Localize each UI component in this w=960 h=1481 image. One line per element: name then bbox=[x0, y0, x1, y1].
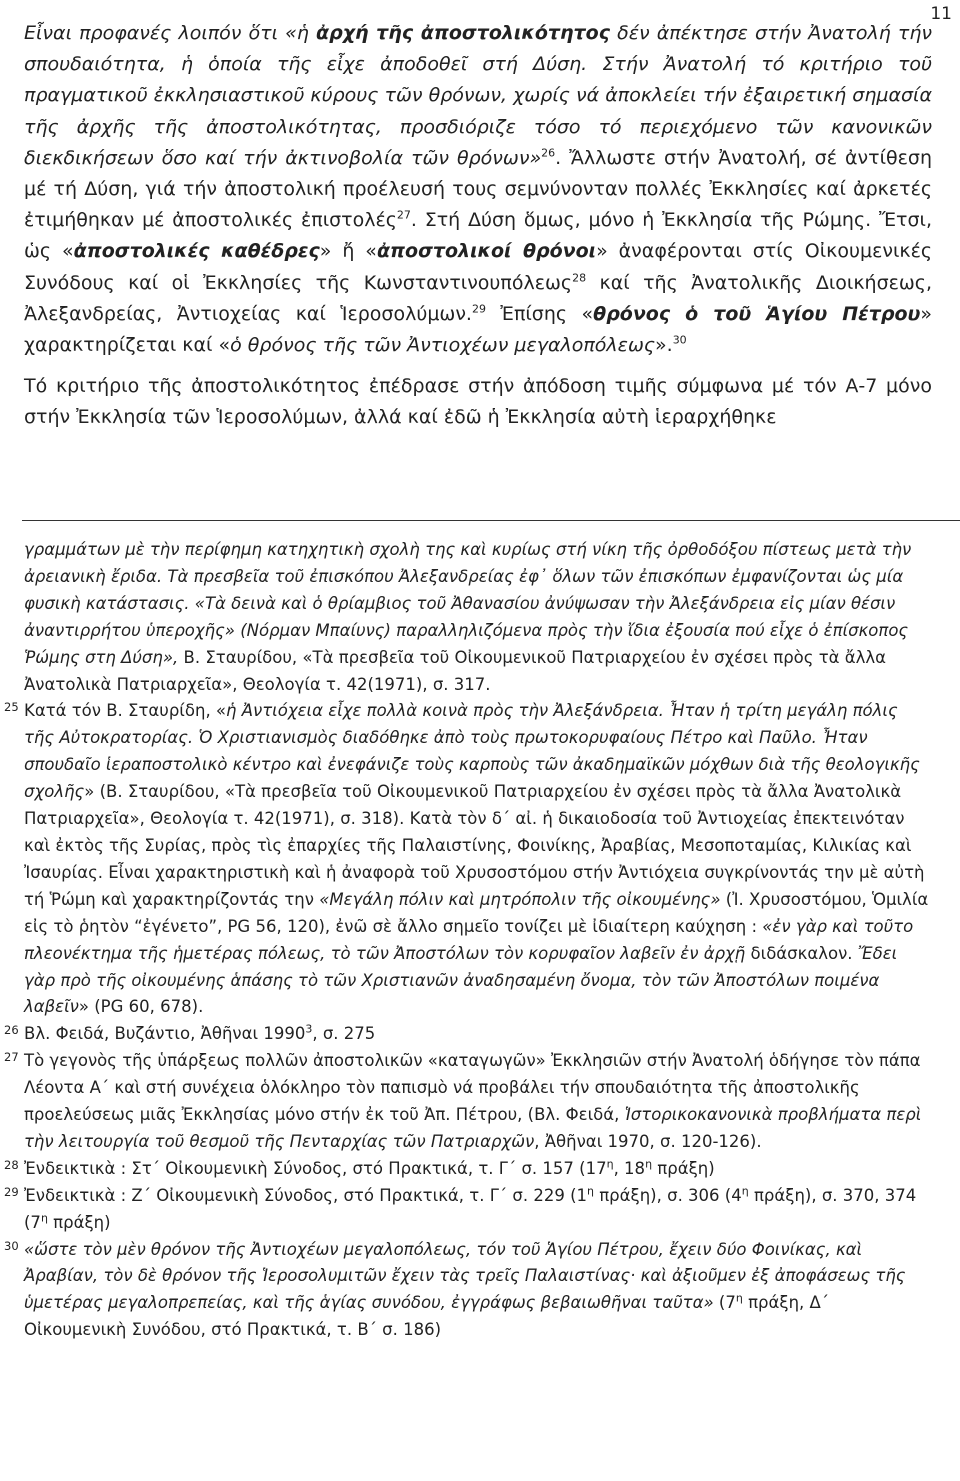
text-span: ». bbox=[655, 334, 673, 357]
text-span: (Ἰ. Χρυσοστόμου, Ὁμιλία εἰς τὸ ῥητὸν “ἐγένετο”, PG 56, 120), ἐνῶ σὲ ἄλλο σημεῖο τονίζει μὲ ἰδιαίτερη καύχηση : bbox=[24, 889, 929, 936]
text-span: ὁ θρόνος τῆς τῶν Ἀντιοχέων μεγαλοπόλεως bbox=[230, 334, 656, 357]
footnote-ref-28[interactable]: 28 bbox=[572, 271, 587, 285]
text-span: «ἐν γὰρ καὶ τοῦτο πλεονέκτημα τῆς ἡμετέρας πόλεως, τὸ τῶν Ἀποστόλων τὸν κορυφαῖον λαβεῖν ἐν ἀρχῇ bbox=[24, 916, 914, 963]
text-span: , σ. 275 bbox=[312, 1024, 376, 1044]
text-span: Ἐνδεικτικὰ : Ζ΄ Οἰκουμενικὴ Σύνοδος, στό Πρακτικά, τ. Γ΄ σ. 229 (1 bbox=[24, 1185, 588, 1205]
text-span: . Ἄλλωστε στήν Ἀνατολή, σέ ἀντίθεση μέ τή Δύση, γιά τήν ἀποστολική προέλευσή τους σεμνύνονταν πολλές Ἐκκλησίες καί ἀρκετές ἐτιμήθηκαν μέ ἀποστολικές ἐπιστολές bbox=[24, 146, 932, 232]
superscript: η bbox=[587, 1184, 594, 1198]
text-span: (7 bbox=[713, 1293, 736, 1313]
text-span: θρόνος ὁ τοῦ Ἁγίου Πέτρου bbox=[593, 302, 921, 325]
main-text bbox=[24, 18, 932, 434]
text-span: γραμμάτων μὲ τὴν περίφημη κατηχητικὴ σχολὴ της καὶ κυρίως στή νίκη τῆς ὀρθοδόξου πίστεως μετὰ τὴν ἀρειανικὴ ἔριδα. Τὰ πρεσβεῖα τοῦ ἐπισκόπου Ἀλεξανδρείας ἐφ᾽ ὅλων τῶν ἐπισκόπων ἐμφανίζονται ὡς μία φυσικὴ κατάστασις. «Τὰ δεινὰ καὶ ὁ θρίαμβιος τοῦ Ἀθανασίου ἀνύψωσαν τὴν Ἀλεξάνδρεια εἰς μίαν θέσιν ἀναντιρρήτου ὑπεροχῆς» (Νόρμαν Μπαίυνς) παραλληλιζόμενα πρὸς τὴν ἴδια ἐξουσία πού εἶχε ὁ ἐπίσκοπος Ῥώμης στη Δύση», bbox=[24, 540, 912, 667]
superscript: η bbox=[735, 1291, 743, 1305]
text-span: Τὸ γεγονὸς τῆς ὑπάρξεως πολλῶν ἀποστολικῶν «καταγωγῶν» Ἐκκλησιῶν στήν Ἀνατολή ὁδήγησε τὸν πάπα Λέοντα Α΄ καὶ στή συνέχεια ὁλόκληρο τὸν παπισμὸ νά προβάλει τήν σπουδαιότητα τῆς ἀποστολικῆς προελεύσεως μιᾶς Ἐκκλησίας μόνο στήν ἐκ τοῦ Ἀπ. Πέτρου, (Βλ. Φειδά, bbox=[24, 1051, 921, 1125]
text-span: πράξη), σ. 306 (4 bbox=[594, 1185, 742, 1205]
text-span: Κατά τόν Β. Σταυρίδη, « bbox=[24, 701, 227, 721]
text-span: Ἔδει γὰρ πρὸ τῆς οἰκουμένης ἁπάσης τὸ τῶν Χριστιανῶν ἀναδησαμένη ὄνομα, τὸν τῶν Ἀποστόλων ποιμένα λαβεῖν bbox=[24, 943, 898, 1017]
text-span: διδάσκαλον. bbox=[745, 943, 858, 963]
text-span: Εἶναι προφανές λοιπόν ὅτι «ἡ bbox=[24, 22, 317, 44]
text-span: ἀποστολικοί θρόνοι bbox=[376, 240, 597, 263]
text-span: » ἤ « bbox=[319, 240, 377, 263]
superscript: η bbox=[645, 1157, 653, 1171]
text-span: «ὥστε τὸν μὲν θρόνον τῆς Ἀντιοχέων μεγαλοπόλεως, τόν τοῦ Ἁγίου Πέτρου, ἔχειν δύο Φοινίκας, καὶ Ἀραβίαν, τὸν δὲ θρόνον τῆς Ἱεροσολυμιτῶν ἔχειν τὰς τρεῖς Παλαιστίνας· καὶ ἀξιοῦμεν ἐξ ἀποφάσεως τῆς ὑμετέρας μεγαλοπρεπείας, καὶ τῆς ἁγίας συνόδου, ἐγγράφως βεβαιωθῆναι ταῦτα» bbox=[24, 1239, 906, 1313]
text-span: Β. Σταυρίδου, «Τὰ πρεσβεῖα τοῦ Οἰκουμενικοῦ Πατριαρχείου ἐν σχέσει πρὸς τὰ ἄλλα Ἀνατολικὰ Πατριαρχεῖα», Θεολογία τ. 42(1971), σ. 317. bbox=[24, 647, 887, 694]
footnote-26 bbox=[4, 1021, 932, 1048]
text-span: Ἐπίσης « bbox=[485, 302, 594, 325]
page-number: 11 bbox=[930, 4, 952, 24]
footnote-30 bbox=[4, 1237, 932, 1345]
text-span: Ἱστορικοκανονικὰ προβλήματα περὶ τὴν λειτουργία τοῦ θεσμοῦ τῆς Πενταρχίας τῶν Πατριαρχῶν bbox=[24, 1105, 922, 1151]
footnote-number: 26 bbox=[4, 1023, 19, 1038]
footnote-number: 30 bbox=[4, 1238, 19, 1253]
footnote-number: 28 bbox=[4, 1157, 19, 1172]
text-span: » ἀναφέρονται στίς Οἰκουμενικές Συνόδους καί οἱ Ἐκκλησίες τῆς Κωνσταντινουπόλεως bbox=[24, 240, 933, 294]
text-span: πράξη, Δ΄ Οἰκουμενικὴ Συνόδου, στό Πρακτικά, τ. Β΄ σ. 186) bbox=[24, 1293, 830, 1340]
text-span: Ἐνδεικτικὰ : Στ΄ Οἰκουμενικὴ Σύνοδος, στό Πρακτικά, τ. Γ΄ σ. 157 (17 bbox=[24, 1158, 607, 1178]
footnote-28 bbox=[4, 1156, 932, 1183]
text-span: » (PG 60, 678). bbox=[78, 997, 204, 1017]
text-span: , 18 bbox=[613, 1158, 646, 1178]
paragraph-2: Τό κριτήριο τῆς ἀποστολικότητος ἐπέδρασε στήν ἀπόδοση τιμῆς σύμφωνα μέ τόν Α-7 μόνο στήν Ἐκκλησία τῶν Ἱεροσολύμων, ἀλλά καί ἐδῶ ἡ Ἐκκλησία αὐτὴ ἱεραρχήθηκε bbox=[24, 375, 932, 429]
footnote-ref-30[interactable]: 30 bbox=[672, 333, 687, 347]
superscript: η bbox=[741, 1184, 749, 1198]
paragraph-1 bbox=[24, 18, 932, 361]
footnotes bbox=[4, 537, 932, 1344]
text-span: » (Β. Σταυρίδου, «Τὰ πρεσβεῖα τοῦ Οἰκουμενικοῦ Πατριαρχείου ἐν σχέσει πρὸς τὰ ἄλλα Ἀνατολικὰ Πατριαρχεῖα», Θεολογία τ. 42(1971), σ. 318). Κατὰ τὸν δ΄ αἰ. ἡ δικαιοδοσία τοῦ Ἀντιοχείας ἐπεκτεινόταν καὶ ἐκτὸς τῆς Συρίας, πρὸς τὶς ἐπαρχίες τῆς Παλαιστίνης, Φοινίκης, Ἀραβίας, Μεσοποταμίας, Κιλικίας καὶ Ἰσαυρίας. Εἶναι χαρακτηριστικὴ καὶ ἡ ἀναφορὰ τοῦ Χρυσοστόμου στήν Ἀντιόχεια συγκρίνοντάς την μὲ αὐτὴ τή Ῥώμη καὶ χαρακτηρίζοντάς την bbox=[24, 782, 925, 909]
footnote-ref-26[interactable]: 26 bbox=[541, 146, 556, 160]
text-span: «Μεγάλη πόλιν καὶ μητρόπολιν τῆς οἰκουμένης» bbox=[319, 889, 721, 909]
footnote-continued bbox=[4, 537, 932, 698]
text-span: ἀρχή τῆς ἀποστολικότητος bbox=[316, 22, 610, 44]
superscript: η bbox=[40, 1211, 48, 1225]
text-span: πράξη) bbox=[652, 1158, 715, 1178]
footnote-29 bbox=[4, 1183, 932, 1237]
text-span: καί τῆς Ἀνατολικῆς Διοικήσεως, Ἀλεξανδρείας, Ἀντιοχείας καί Ἱεροσολύμων. bbox=[24, 271, 933, 325]
footnote-number: 25 bbox=[4, 700, 19, 715]
text-span: πράξη), σ. 370, 374 (7 bbox=[24, 1185, 917, 1232]
footnote-27 bbox=[4, 1048, 932, 1156]
footnote-separator bbox=[22, 520, 960, 521]
text-span: ἡ Ἀντιόχεια εἶχε πολλὰ κοινὰ πρὸς τὴν Ἀλεξάνδρεια. Ἦταν ἡ τρίτη μεγάλη πόλις τῆς Αὐτοκρατορίας. Ὁ Χριστιανισμὸς διαδόθηκε ἀπὸ τοὺς πρωτοκορυφαίους Πέτρο καὶ Παῦλο. Ἦταν σπουδαῖο ἱεραποστολικὸ κέντρο καὶ ἐνεφάνιζε τοὺς καρποὺς τῶν ἀκαδημαϊκῶν μόχθων διὰ τῆς θεολογικῆς σχολῆς bbox=[24, 701, 920, 802]
footnote-25 bbox=[4, 698, 932, 1021]
text-span: δέν ἀπέκτησε στήν Ἀνατολή τήν σπουδαιότητα, ἡ ὁποία τῆς εἶχε ἀποδοθεῖ στή Δύση. Στήν Ἀνατολή τό κριτήριο τοῦ πραγματικοῦ ἐκκλησιαστικοῦ κύρους τῶν θρόνων, χωρίς νά ἀποκλείει τήν ἐξαιρετική σημασία τῆς ἀρχῆς τῆς ἀποστολικότητας, προσδιόριζε τόσο τό περιεχόμενο τῶν κανονικῶν διεκδικήσεων ὅσο καί τήν ἀκτινοβολία τῶν θρόνων» bbox=[24, 22, 932, 169]
footnote-ref-29[interactable]: 29 bbox=[471, 302, 486, 316]
footnote-ref-27[interactable]: 27 bbox=[396, 208, 411, 222]
superscript: η bbox=[606, 1157, 614, 1171]
text-span: ἀποστολικές καθέδρες bbox=[73, 240, 320, 263]
text-span: » χαρακτηρίζεται καί « bbox=[24, 302, 932, 357]
footnote-number: 27 bbox=[4, 1050, 19, 1065]
footnote-number: 29 bbox=[4, 1184, 19, 1199]
text-span: , Ἀθῆναι 1970, σ. 120-126). bbox=[534, 1131, 762, 1151]
text-span: Βλ. Φειδά, Βυζάντιο, Ἀθῆναι 1990 bbox=[24, 1024, 306, 1044]
text-span: . Στή Δύση ὅμως, μόνο ἡ Ἐκκλησία τῆς Ρώμης. Ἔτσι, ὡς « bbox=[24, 209, 932, 263]
text-span: πράξη) bbox=[47, 1212, 111, 1232]
superscript: 3 bbox=[305, 1022, 313, 1036]
